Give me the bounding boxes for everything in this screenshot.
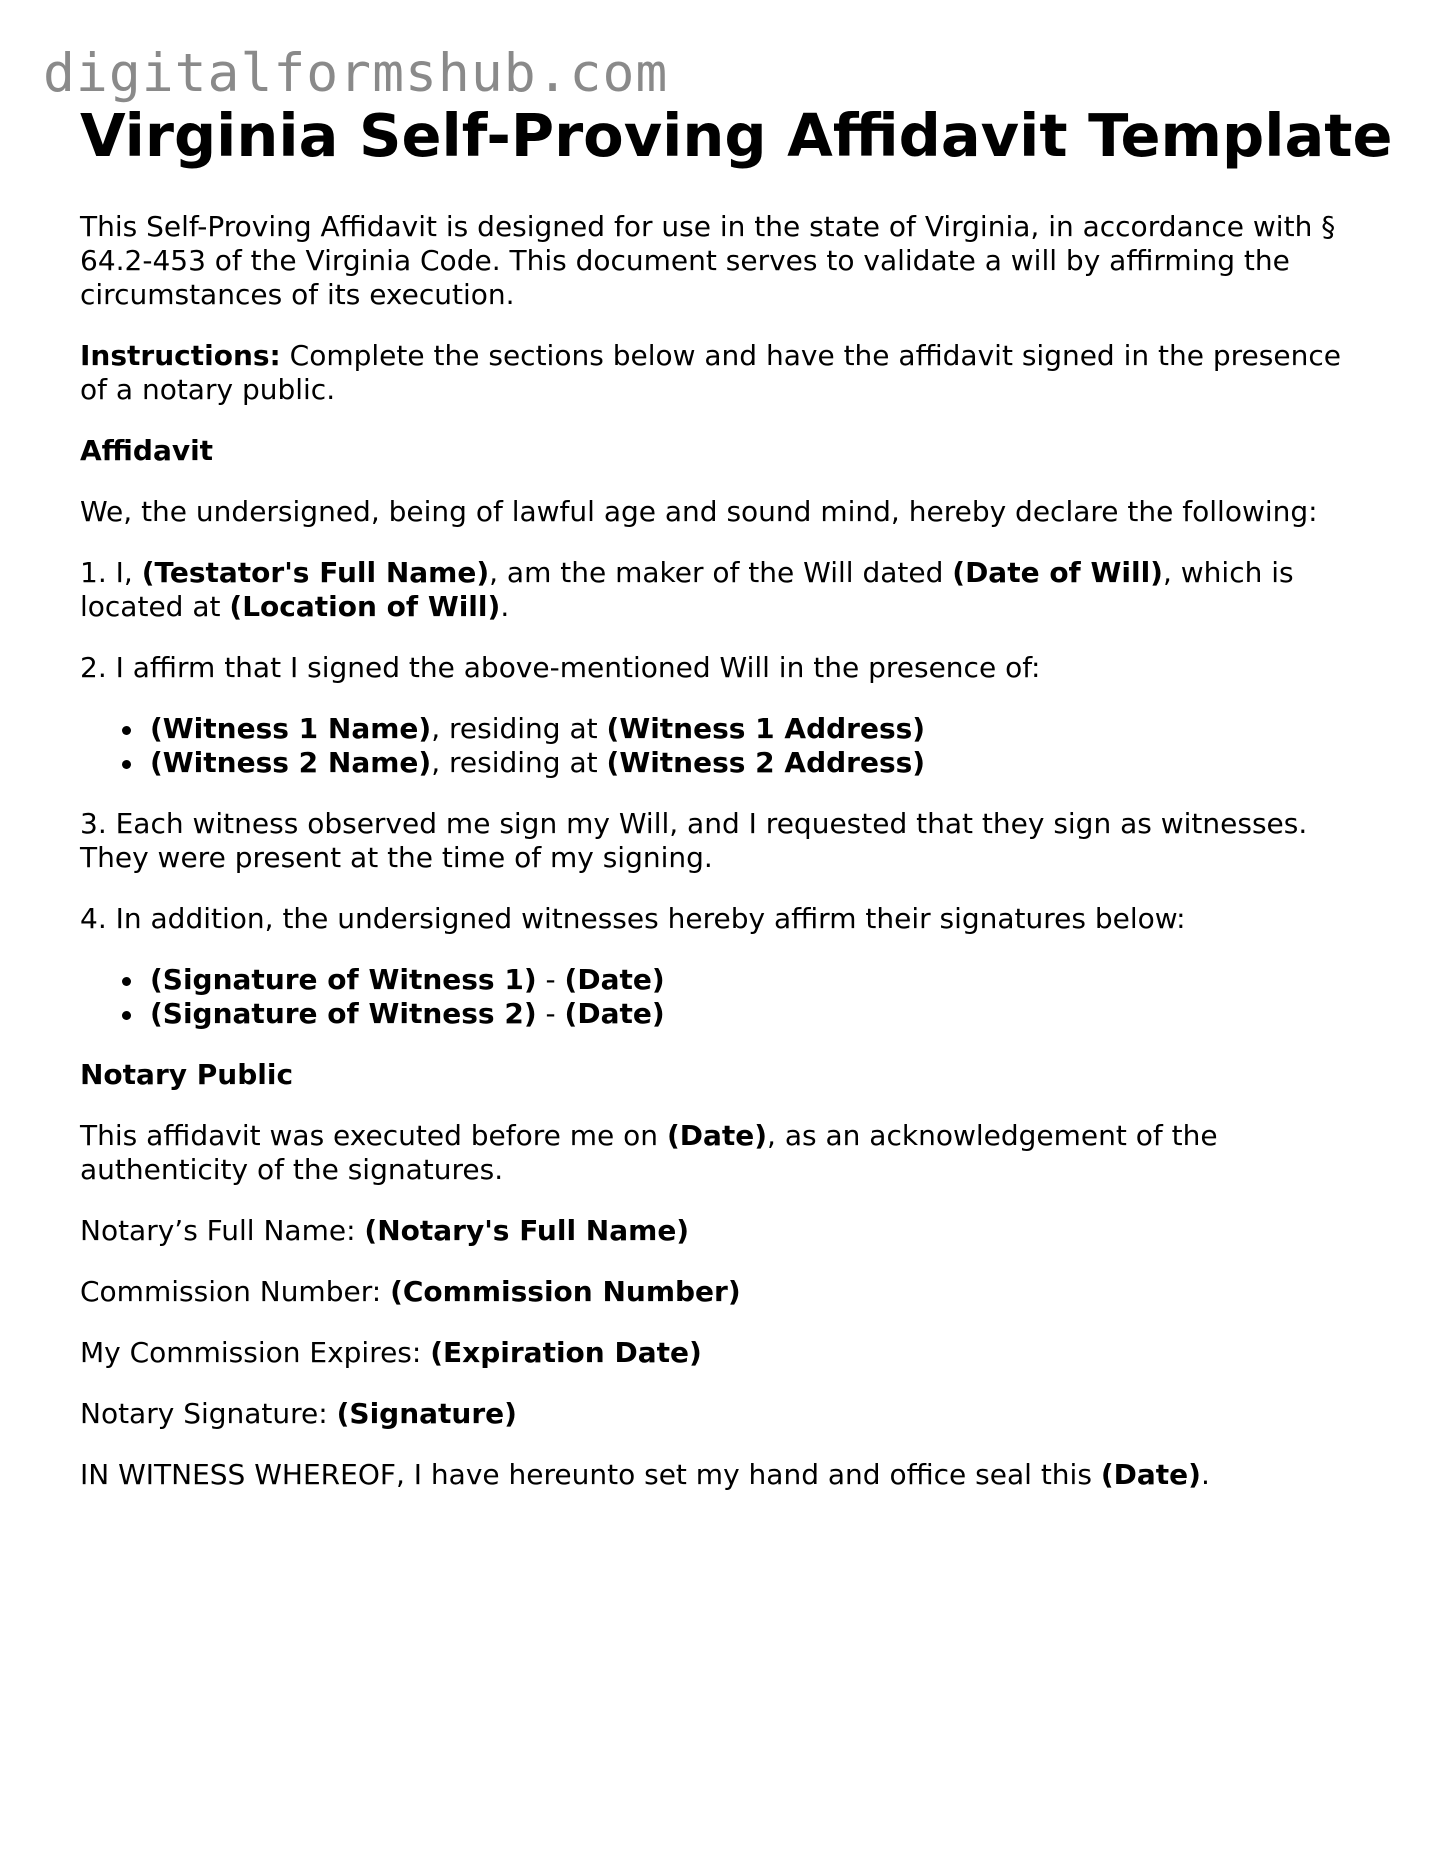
intro-paragraph: This Self-Proving Affidavit is designed for use in the state of Virginia, in accordance with § 64.2-453 of the Virginia Code. This document serves to validate a will by affirming the circumstances of its execution. — [80, 210, 1336, 311]
location-of-will-placeholder: (Location of Will) — [229, 590, 501, 623]
witness-2-signature-placeholder: (Signature of Witness 2) — [150, 997, 537, 1030]
witness-1-name-placeholder: (Witness 1 Name) — [150, 712, 432, 745]
commission-number-placeholder: (Commission Number) — [390, 1275, 741, 1308]
testator-name-placeholder: (Testator's Full Name) — [141, 556, 490, 589]
signature-1-connector: - — [536, 963, 565, 996]
witness-list — [80, 712, 1356, 780]
commission-number-line — [80, 1275, 1356, 1309]
watermark-text: digitalformshub.com — [43, 43, 669, 104]
notary-heading-text: Notary Public — [80, 1058, 294, 1091]
signature-2-date-placeholder: (Date) — [564, 997, 665, 1030]
item-1-mid2: , which is located at — [80, 556, 1294, 623]
notary-heading — [80, 1058, 1356, 1092]
signature-list-item — [150, 997, 1356, 1031]
notary-full-name-label: Notary’s Full Name: — [80, 1214, 365, 1247]
declaration-paragraph: We, the undersigned, being of lawful age and sound mind, hereby declare the following: — [80, 495, 1318, 528]
document-body — [80, 100, 1393, 1492]
witness-2-address-placeholder: (Witness 2 Address) — [606, 746, 926, 779]
executed-date-placeholder: (Date) — [666, 1119, 768, 1152]
signature-list — [80, 963, 1356, 1031]
item-4-paragraph: 4. In addition, the undersigned witnesses hereby affirm their signatures below: — [80, 902, 1186, 935]
item-1-paragraph — [80, 556, 1356, 624]
instructions-label: Instructions: — [80, 339, 281, 372]
witness-whereof-suffix: . — [1200, 1458, 1210, 1491]
executed-prefix: This affidavit was executed before me on — [80, 1119, 667, 1152]
item-3-paragraph: 3. Each witness observed me sign my Will, and I requested that they sign as witnesses. They were present at the time of my signing. — [80, 807, 1308, 874]
witness-whereof-prefix: IN WITNESS WHEREOF, I have hereunto set my hand and office seal this — [80, 1458, 1101, 1491]
witness-list-item — [150, 712, 1356, 746]
notary-signature-placeholder: (Signature) — [336, 1397, 517, 1430]
notary-full-name-line — [80, 1214, 1356, 1248]
witness-whereof-date-placeholder: (Date) — [1100, 1458, 1201, 1491]
notary-executed-paragraph — [80, 1119, 1356, 1187]
witness-2-connector: , residing at — [431, 746, 607, 779]
page-title: Virginia Self-Proving Affidavit Template — [80, 101, 1393, 170]
witness-whereof-paragraph — [80, 1458, 1356, 1492]
affidavit-heading — [80, 434, 1356, 468]
item-2-paragraph: 2. I affirm that I signed the above-mentioned Will in the presence of: — [80, 651, 1041, 684]
witness-1-signature-placeholder: (Signature of Witness 1) — [150, 963, 537, 996]
item-1-prefix: 1. I, — [80, 556, 142, 589]
item-1-mid1: , am the maker of the Will dated — [489, 556, 953, 589]
item-1-end: . — [500, 590, 510, 623]
witness-list-item — [150, 746, 1356, 780]
signature-2-connector: - — [536, 997, 565, 1030]
affidavit-heading-text: Affidavit — [80, 434, 214, 467]
commission-expires-label: My Commission Expires: — [80, 1336, 431, 1369]
witness-1-connector: , residing at — [431, 712, 607, 745]
executed-suffix: , as an acknowledgement of the authenticity of the signatures. — [80, 1119, 1218, 1186]
notary-signature-line — [80, 1397, 1356, 1431]
notary-full-name-placeholder: (Notary's Full Name) — [364, 1214, 690, 1247]
date-of-will-placeholder: (Date of Will) — [952, 556, 1163, 589]
signature-list-item — [150, 963, 1356, 997]
notary-signature-label: Notary Signature: — [80, 1397, 337, 1430]
witness-2-name-placeholder: (Witness 2 Name) — [150, 746, 432, 779]
instructions-paragraph — [80, 339, 1356, 407]
witness-1-address-placeholder: (Witness 1 Address) — [606, 712, 926, 745]
instructions-text: Complete the sections below and have the affidavit signed in the presence of a notary public. — [80, 339, 1341, 406]
signature-1-date-placeholder: (Date) — [564, 963, 665, 996]
commission-expires-line — [80, 1336, 1356, 1370]
expiration-date-placeholder: (Expiration Date) — [430, 1336, 702, 1369]
commission-number-label: Commission Number: — [80, 1275, 391, 1308]
